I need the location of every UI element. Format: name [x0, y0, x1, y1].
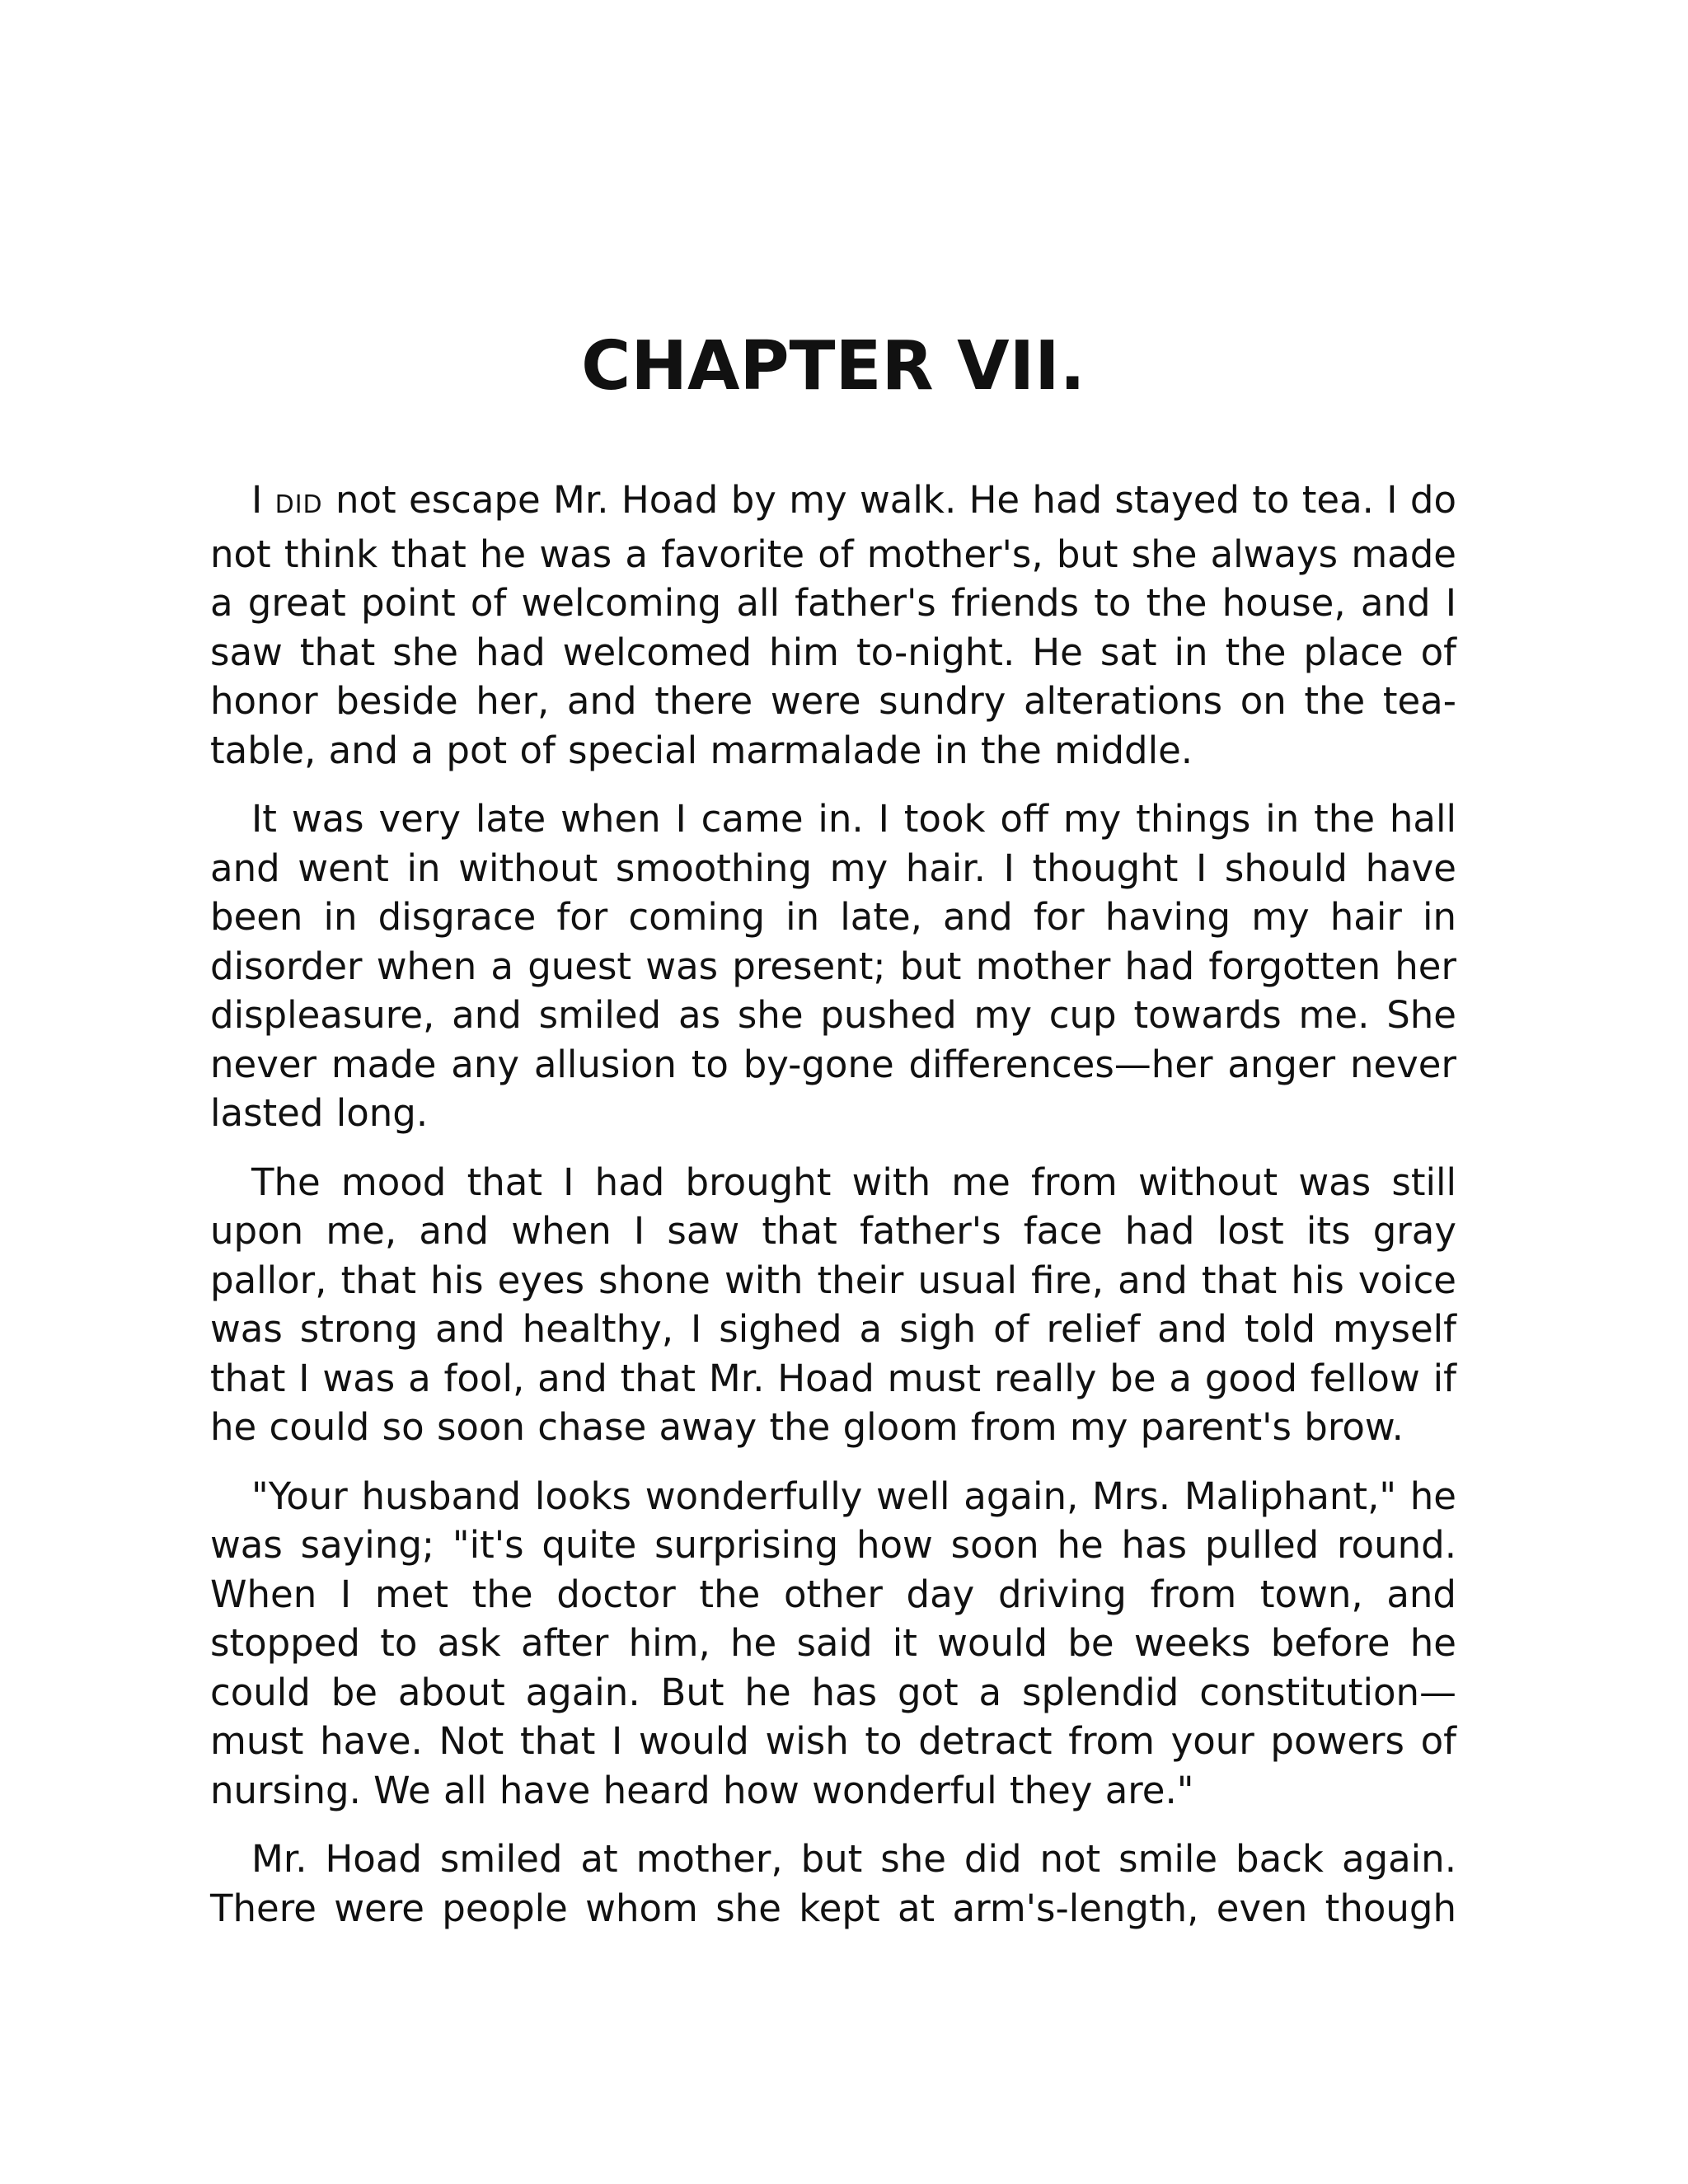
paragraph-5: Mr. Hoad smiled at mother, but she did not smile back again. There were people whom she kept at arm's-length, even though: [210, 1837, 1456, 1930]
paragraph-2: It was very late when I came in. I took off my things in the hall and went in without smoothing my hair. I thought I should have been in disgrace for coming in late, and for having my hair in disorder when a guest was present; but mother had forgotten her displeasure, and smiled as she pushed my cup towards me. She never made any allusion to by-gone differences—her anger never lasted long.: [210, 797, 1456, 1135]
paragraph-1-lead: I: [251, 478, 275, 522]
paragraph-1: [210, 476, 1456, 775]
paragraph-1-text: not escape Mr. Hoad by my walk. He had stayed to tea. I do not think that he was a favorite of mother's, but she always made a great point of welcoming all father's friends to the house, and I saw that she had welcomed him to-night. He sat in the place of honor beside her, and there were sundry alterations on the tea-table, and a pot of special marmalade in the middle.: [210, 478, 1457, 772]
chapter-title: CHAPTER VII.: [581, 327, 1085, 405]
paragraph-1-smallcaps: DID: [274, 490, 323, 519]
paragraph-4: "Your husband looks wonderfully well again, Mrs. Maliphant," he was saying; "it's quite surprising how soon he has pulled round. When I met the doctor the other day driving from town, and stopped to ask after him, he said it would be weeks before he could be about again. But he has got a splendid constitution—must have. Not that I would wish to detract from your powers of nursing. We all have heard how wonderful they are.": [210, 1474, 1456, 1812]
book-page: [210, 326, 1456, 1952]
paragraph-3: The mood that I had brought with me from without was still upon me, and when I saw that father's face had lost its gray pallor, that his eyes shone with their usual fire, and that his voice was strong and healthy, I sighed a sigh of relief and told myself that I was a fool, and that Mr. Hoad must really be a good fellow if he could so soon chase away the gloom from my parent's brow.: [210, 1160, 1456, 1449]
